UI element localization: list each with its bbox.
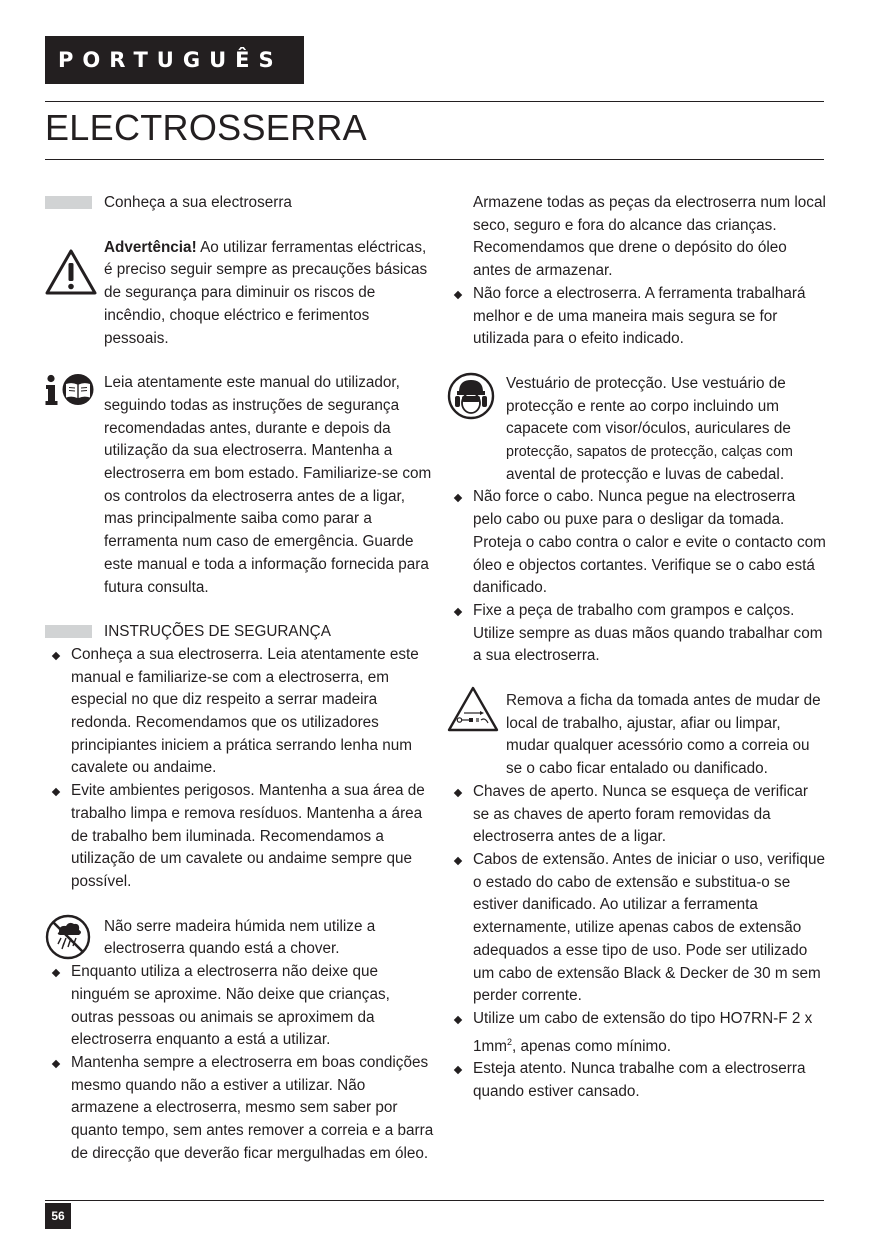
page-number: 56	[45, 1203, 71, 1229]
protective-gear-icon	[447, 372, 495, 428]
unplug-block	[447, 690, 827, 781]
list-item: Fixe a peça de trabalho com grampos e calços. Utilize sempre as duas mãos quando trabalhar com a sua electroserra.	[447, 600, 827, 668]
warning-text: Ao utilizar ferramentas eléctricas, é preciso seguir sempre as precauções básicas de segurança para diminuir os riscos de incêndio, choque eléctrico e ferimentos pessoais.	[104, 238, 428, 347]
manual-block	[45, 372, 435, 599]
list-item: Utilize um cabo de extensão do tipo HO7RN-F 2 x $1mm^2$, apenas como mínimo.	[447, 1008, 827, 1059]
list-item: Enquanto utiliza a electroserra não deixe que ninguém se aproxime. Não deixe que crianças, outras pessoas ou animais se aproximem da electroserra enquanto a está a utilizar.	[45, 961, 435, 1052]
ppe-text-1: Vestuário de protecção. Use vestuário de protecção e rente ao corpo incluindo um capacete com visor/óculos, auriculares de	[506, 374, 791, 438]
warning-triangle-icon	[45, 249, 97, 303]
ppe-text-3: avental de protecção e luvas de cabedal.	[506, 465, 785, 483]
list-item: Chaves de aperto. Nunca se esqueça de verificar se as chaves de aperto foram removidas da electroserra antes de a ligar.	[447, 781, 827, 849]
warning-label: Advertência!	[104, 238, 197, 256]
list-item: Não force a electroserra. A ferramenta trabalhará melhor e de uma maneira mais segura se for utilizada para o efeito indicado.	[447, 283, 827, 351]
read-manual-icon	[45, 374, 97, 414]
right-list-c	[447, 781, 827, 1104]
list-item: Esteja atento. Nunca trabalhe com a electroserra quando estiver cansado.	[447, 1058, 827, 1103]
unplug-text: Remova a ficha da tomada antes de mudar de local de trabalho, ajustar, afiar ou limpar, mudar qualquer acessório como a correia ou se o cabo ficar entalado ou danificado.	[506, 692, 821, 778]
ppe-block	[447, 373, 827, 487]
safety-list-b	[45, 961, 435, 1165]
list-item: Cabos de extensão. Antes de iniciar o uso, verifique o estado do cabo de extensão e substitua-o se estiver danificado. Ao utilizar a ferramenta externamente, utilize apenas cabos de extensão adequados a esse tipo de uso. Pode ser utilizado um cabo de extensão Black & Decker de 30 m sem perder corrente.	[447, 849, 827, 1008]
no-rain-icon	[45, 914, 93, 968]
storage-text: Armazene todas as peças da electroserra num local seco, seguro e fora do alcance das crianças. Recomendamos que drene o depósito do óleo antes de armazenar.	[473, 194, 826, 280]
section-heading-know	[45, 192, 435, 215]
top-rule	[45, 101, 824, 102]
list-item: Não force o cabo. Nunca pegue na electroserra pelo cabo ou puxe para o desligar da tomada. Proteja o cabo contra o calor e evite o contacto com óleo e objectos cortantes. Verifique se o cabo está danificado.	[447, 486, 827, 600]
right-list-a	[447, 283, 827, 351]
safety-list-a	[45, 644, 435, 894]
ppe-text-2: protecção, sapatos de protecção, calças com	[506, 444, 793, 461]
section-heading-text: Conheça a sua electroserra	[104, 194, 292, 211]
manual-text: Leia atentamente este manual do utilizador, seguindo todas as instruções de segurança recomendadas antes, durante e depois da utilização da sua electroserra. Mantenha a electroserra em bom estado. Familiarize-se com os controlos da electroserra antes de a ligar, mas principalmente saiba como parar a ferramenta num caso de emergência. Guarde este manual e toda a informação fornecida para futura consulta.	[104, 374, 432, 596]
list-item: Conheça a sua electroserra. Leia atentamente este manual e familiarize-se com a electroserra, em especial no que diz respeito a serrar madeira redonda. Recomendamos que os utilizadores principiantes iniciem a prática serrando lenha num cavalete ou andaime.	[45, 644, 435, 780]
page-title: ELECTROSSERRA	[45, 107, 367, 148]
section-heading-text: INSTRUÇÕES DE SEGURANÇA	[104, 623, 331, 641]
section-heading-safety	[45, 621, 435, 644]
left-column	[45, 192, 435, 1165]
list-item: Mantenha sempre a electroserra em boas condições mesmo quando não a estiver a utilizar. Não armazene a electroserra, mesmo sem saber por quanto tempo, sem antes remover a correia e a barra de direcção que deverão ficar mergulhadas em óleo.	[45, 1052, 435, 1166]
list-item: Evite ambientes perigosos. Mantenha a sua área de trabalho limpa e remova resíduos. Mantenha a área de trabalho bem iluminada. Recomendamos a utilização de um cavalete ou andaime sempre que possível.	[45, 780, 435, 894]
language-tab: PORTUGUÊS	[45, 36, 304, 84]
right-list-b	[447, 486, 827, 668]
section-bar	[45, 196, 92, 209]
unplug-icon	[447, 686, 499, 740]
rain-block	[45, 916, 435, 961]
bottom-rule	[45, 1200, 824, 1201]
section-bar	[45, 625, 92, 638]
title-rule	[45, 159, 824, 160]
rain-text: Não serre madeira húmida nem utilize a electroserra quando está a chover.	[104, 917, 376, 958]
right-column	[447, 192, 827, 1104]
warning-block	[45, 237, 435, 351]
